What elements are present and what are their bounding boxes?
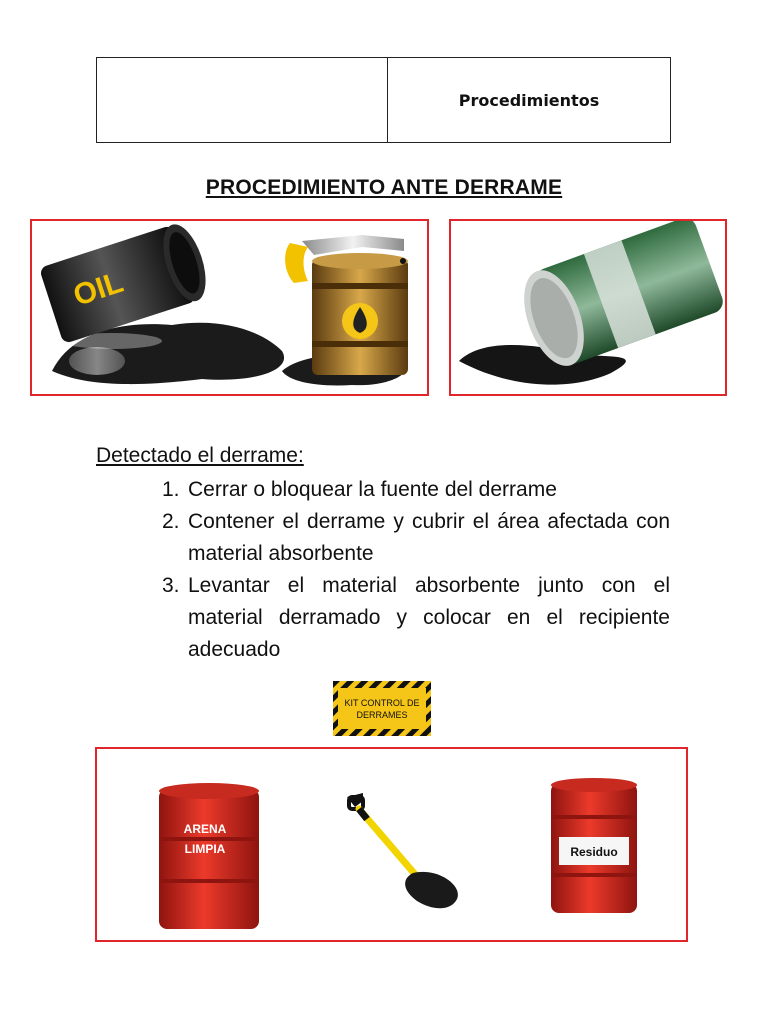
step-item xyxy=(162,570,670,666)
spill-image-frame-left xyxy=(30,219,429,396)
intro-heading: Detectado el derrame: xyxy=(96,444,304,467)
step-number: 2. xyxy=(162,510,180,533)
sand-barrel-line-1: ARENA xyxy=(183,822,227,836)
step-number: 1. xyxy=(162,478,180,501)
page-title: PROCEDIMIENTO ANTE DERRAME xyxy=(205,176,563,199)
procedure-steps xyxy=(162,474,670,666)
kit-items-illustration xyxy=(97,749,686,940)
step-text: Contener el derrame y cubrir el área afectada con material absorbente xyxy=(188,510,670,565)
step-text: Cerrar o bloquear la fuente del derrame xyxy=(188,478,557,501)
spilled-oil-barrels-illustration xyxy=(32,221,427,394)
shovel-icon xyxy=(347,793,458,908)
oil-barrel-label: OIL xyxy=(69,265,128,313)
step-item xyxy=(162,474,670,506)
kit-sign-line-1: KIT CONTROL DE xyxy=(344,698,420,708)
step-item xyxy=(162,506,670,570)
header-table xyxy=(96,57,671,143)
sand-barrel-icon xyxy=(159,783,259,929)
hazard-stripe-sign xyxy=(333,681,431,736)
step-text: Levantar el material absorbente junto con el material derramado y colocar en el recipiente adecuado xyxy=(188,574,670,661)
kit-sign-line-2: DERRAMES xyxy=(356,710,408,720)
waste-barrel-label: Residuo xyxy=(570,845,618,859)
sand-barrel-line-2: LIMPIA xyxy=(184,842,226,856)
spilled-green-barrel-illustration xyxy=(451,221,725,394)
step-number: 3. xyxy=(162,574,180,597)
waste-barrel-icon xyxy=(551,778,637,913)
header-left-cell xyxy=(97,58,388,142)
header-right-cell: Procedimientos xyxy=(458,90,600,110)
spill-image-frame-right xyxy=(449,219,727,396)
kit-items-frame xyxy=(95,747,688,942)
kit-control-sign xyxy=(333,681,431,736)
